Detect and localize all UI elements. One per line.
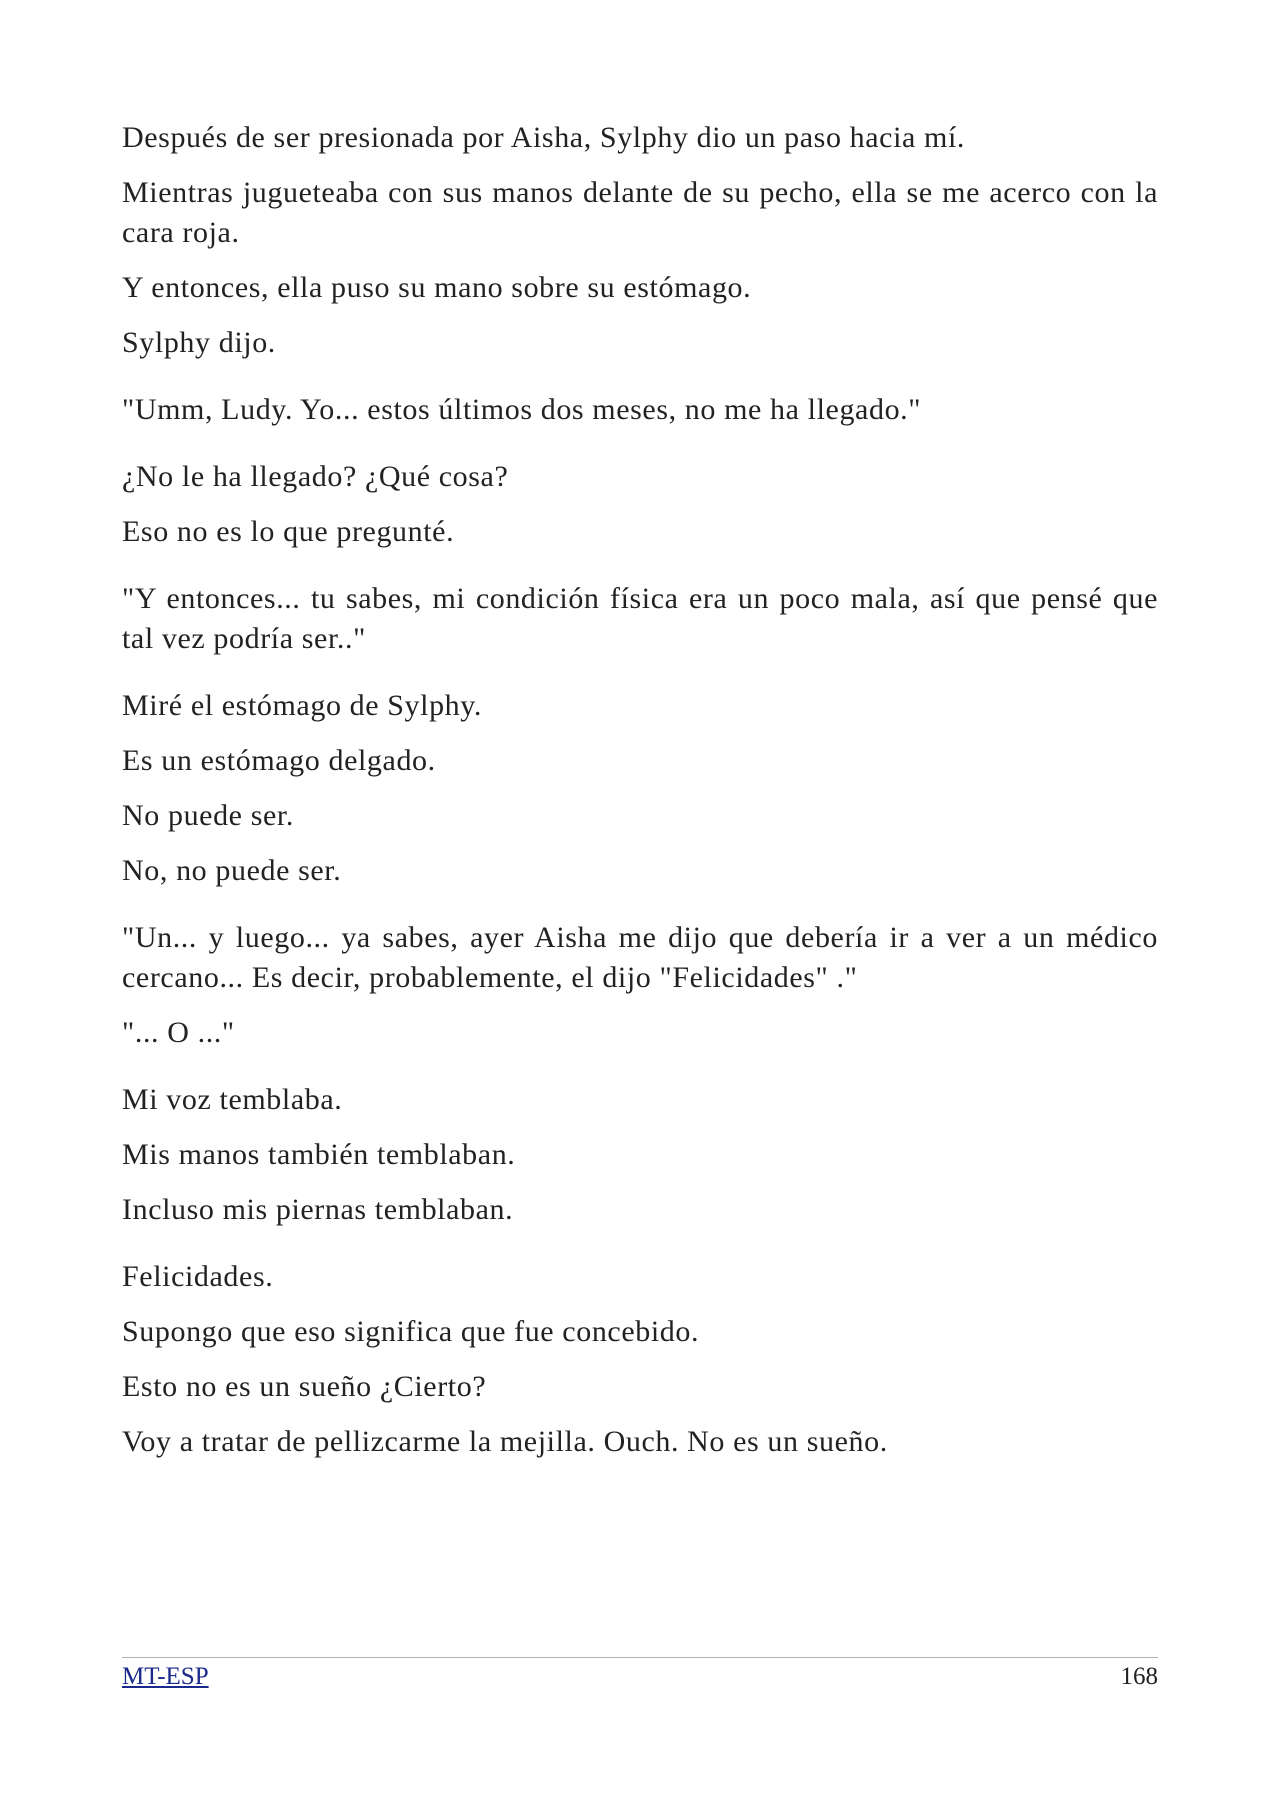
paragraph: Felicidades. xyxy=(122,1260,274,1293)
footer-link[interactable]: MT-ESP xyxy=(122,1663,209,1690)
dialogue-paragraph: "Un... y luego... ya sabes, ayer Aisha me dijo que debería ir a ver a un médico cercano... Es decir, probablemente, el dijo "Felicidades" ." xyxy=(122,921,1158,994)
page-footer xyxy=(122,1657,1158,1692)
dialogue-paragraph: "Y entonces... tu sabes, mi condición física era un poco mala, así que pensé que tal vez podría ser.." xyxy=(122,582,1158,655)
paragraph: Voy a tratar de pellizcarme la mejilla. Ouch. No es un sueño. xyxy=(122,1425,888,1458)
paragraph: Incluso mis piernas temblaban. xyxy=(122,1193,514,1226)
paragraph: Después de ser presionada por Aisha, Sylphy dio un paso hacia mí. xyxy=(122,121,966,154)
paragraph: Eso no es lo que pregunté. xyxy=(122,515,455,548)
paragraph: Sylphy dijo. xyxy=(122,326,276,359)
paragraph: Y entonces, ella puso su mano sobre su estómago. xyxy=(122,271,752,304)
paragraph: No puede ser. xyxy=(122,799,294,832)
paragraph: Mientras jugueteaba con sus manos delante de su pecho, ella se me acerco con la cara roja. xyxy=(122,176,1158,249)
paragraph: Supongo que eso significa que fue concebido. xyxy=(122,1315,700,1348)
dialogue-paragraph: "... O ..." xyxy=(122,1016,235,1049)
paragraph: Mi voz temblaba. xyxy=(122,1083,343,1116)
paragraph: Mis manos también temblaban. xyxy=(122,1138,516,1171)
paragraph: ¿No le ha llegado? ¿Qué cosa? xyxy=(122,460,509,493)
paragraph: Es un estómago delgado. xyxy=(122,744,436,777)
page-body xyxy=(122,118,1158,1477)
page-number: 168 xyxy=(1120,1663,1158,1690)
paragraph: Miré el estómago de Sylphy. xyxy=(122,689,483,722)
paragraph: Esto no es un sueño ¿Cierto? xyxy=(122,1370,487,1403)
paragraph: No, no puede ser. xyxy=(122,854,342,887)
dialogue-paragraph: "Umm, Ludy. Yo... estos últimos dos meses, no me ha llegado." xyxy=(122,393,922,426)
